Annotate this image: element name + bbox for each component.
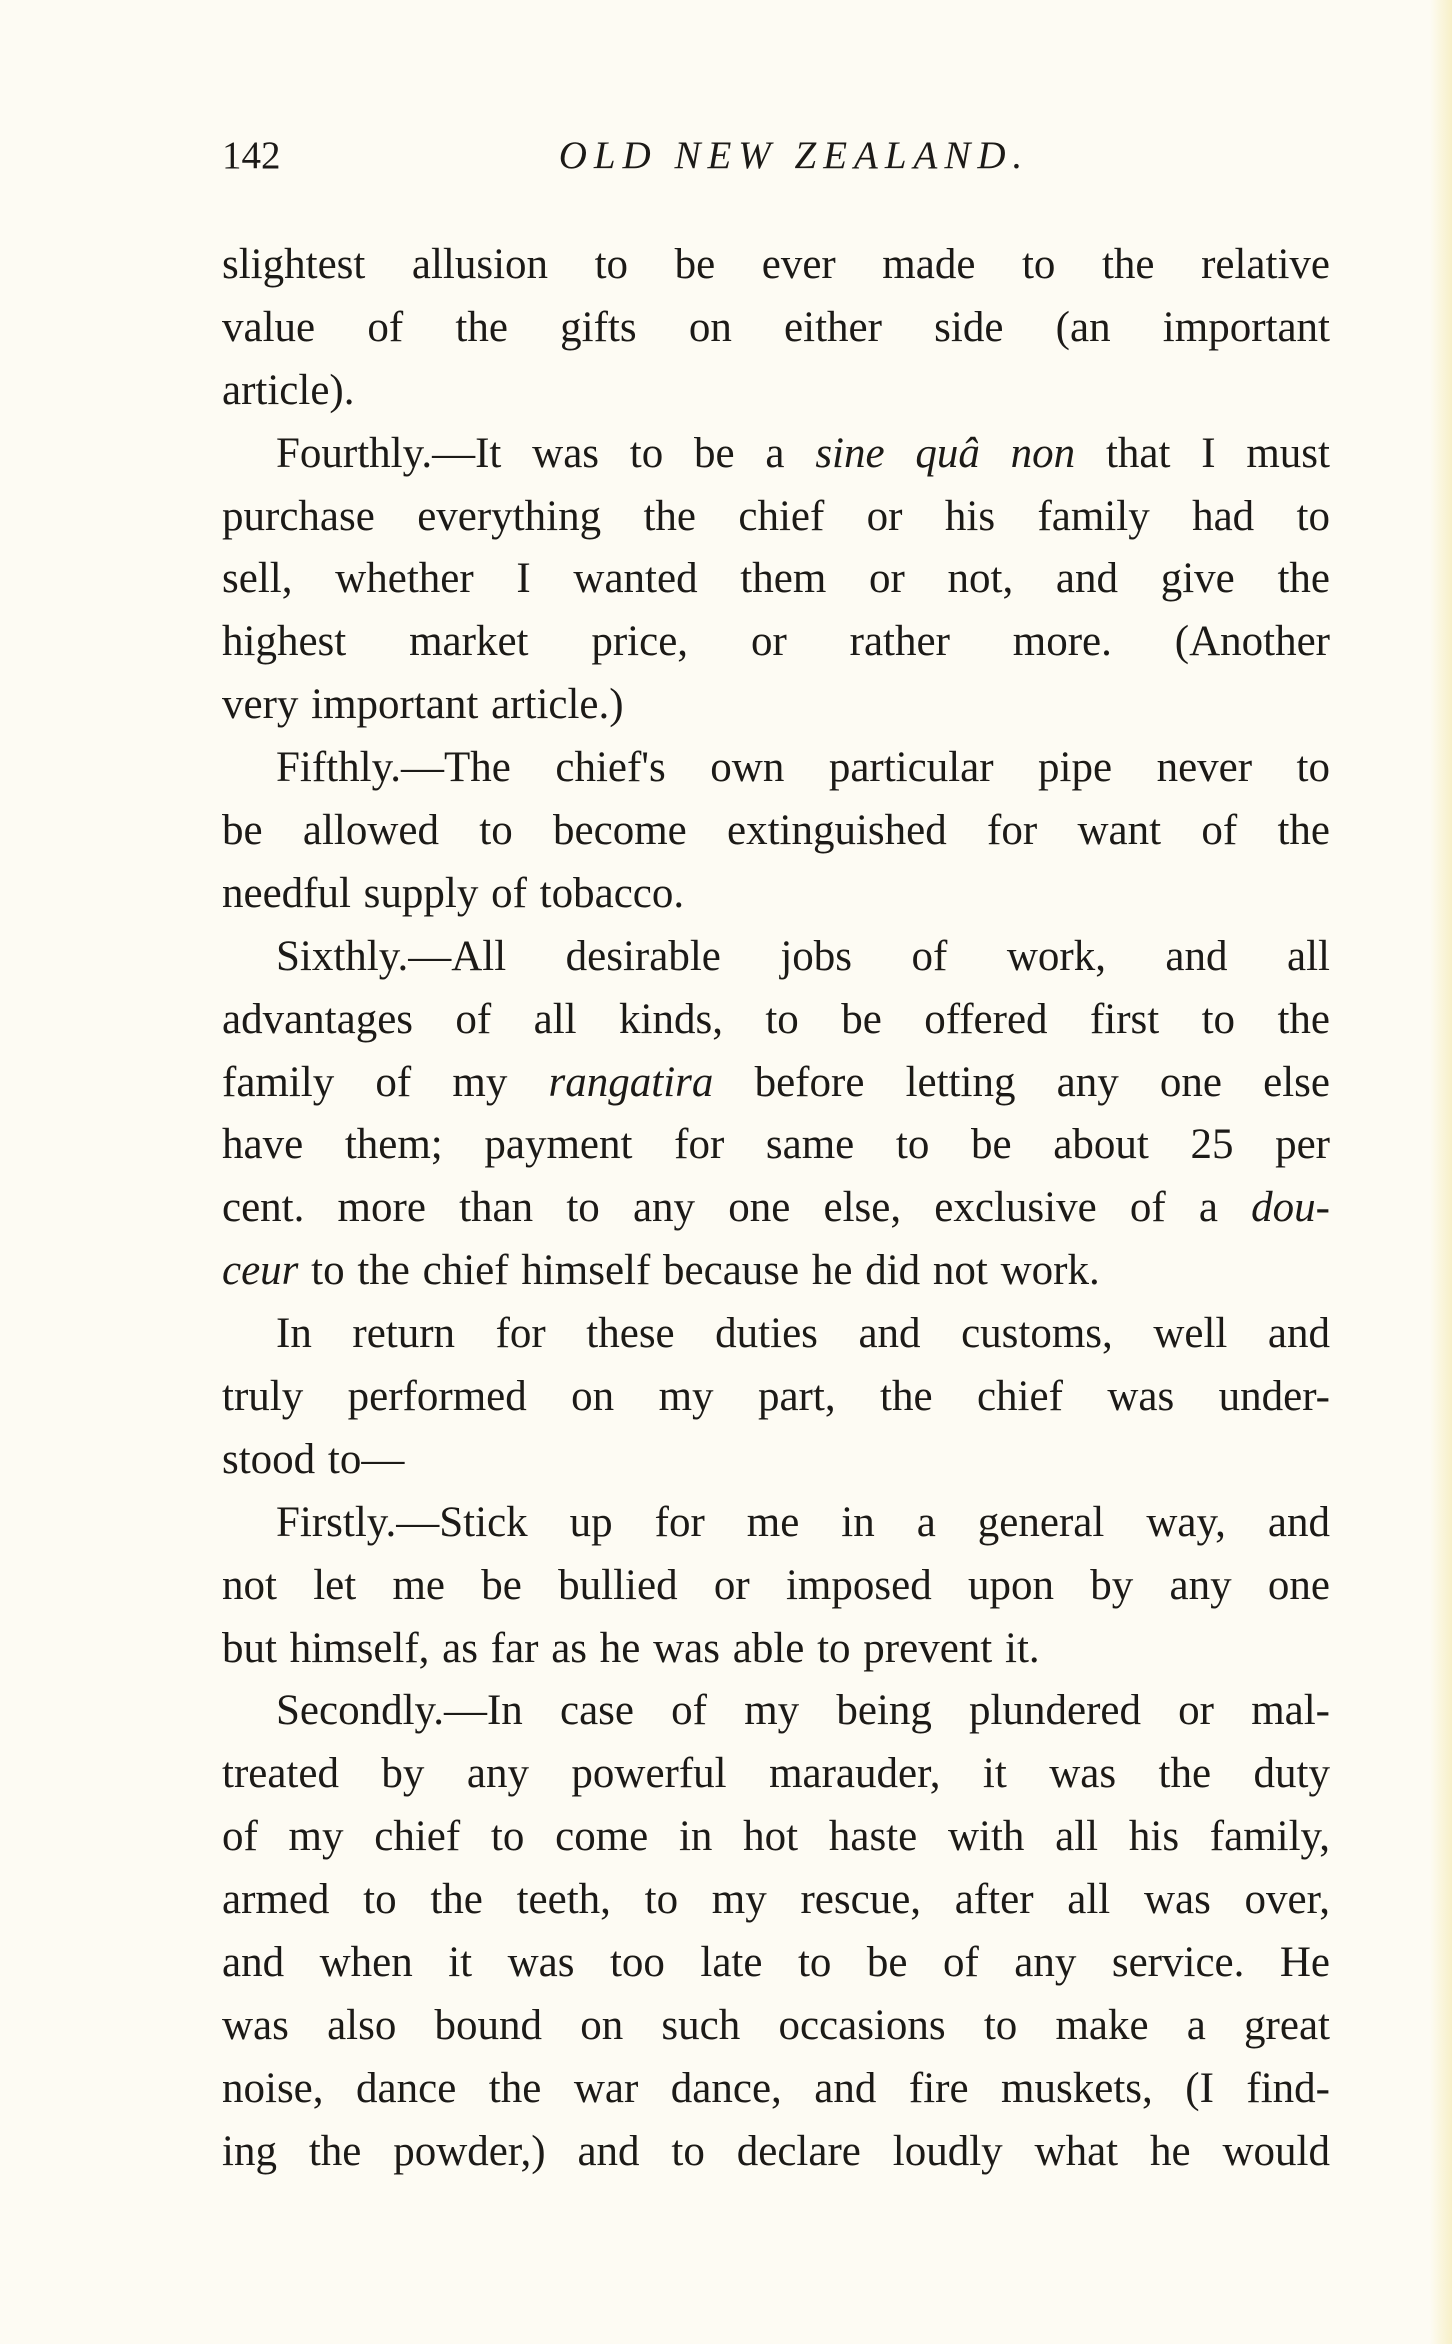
text-line: Secondly.—In case of my being plundered or mal- (276, 1687, 1330, 1735)
text-line: and when it was too late to be of any service. He (222, 1939, 1330, 1987)
text-line: Fourthly.—It was to be a sine quâ non that I must (276, 429, 1330, 477)
text-line: treated by any powerful marauder, it was the duty (222, 1750, 1330, 1798)
body-text (222, 234, 1330, 2184)
text-line: purchase everything the chief or his family had to (222, 492, 1330, 540)
text-line: was also bound on such occasions to make a great (222, 2001, 1330, 2049)
book-page (222, 128, 1330, 2184)
text-line: be allowed to become extinguished for want of the (222, 807, 1330, 855)
text-line: advantages of all kinds, to be offered first to the (222, 995, 1330, 1043)
text-line: Sixthly.—All desirable jobs of work, and all (276, 932, 1330, 980)
text-line: ing the powder,) and to declare loudly what he would (222, 2127, 1330, 2175)
text-line: have them; payment for same to be about 25 per (222, 1121, 1330, 1169)
text-line: slightest allusion to be ever made to the relative (222, 241, 1330, 288)
text-line: needful supply of tobacco. (222, 869, 685, 917)
page-edge-tint (1430, 0, 1452, 2344)
text-line: Fifthly.—The chief's own particular pipe never to (276, 744, 1330, 792)
text-line: cent. more than to any one else, exclusive of a dou- (222, 1184, 1330, 1232)
italic-text: sine quâ non (815, 429, 1076, 477)
text-line: sell, whether I wanted them or not, and give the (222, 555, 1330, 603)
text-line: very important article.) (222, 681, 624, 729)
text-line: value of the gifts on either side (an important (222, 303, 1330, 351)
text-line: In return for these duties and customs, well and (276, 1310, 1330, 1358)
italic-text: rangatira (548, 1058, 714, 1106)
text-line: truly performed on my part, the chief was under- (222, 1373, 1330, 1421)
page-number: 142 (222, 134, 281, 177)
text-line: article). (222, 366, 355, 414)
text-line: not let me be bullied or imposed upon by any one (222, 1561, 1330, 1609)
text-line: but himself, as far as he was able to prevent it. (222, 1624, 1040, 1672)
italic-text: ceur (222, 1247, 299, 1295)
text-line: noise, dance the war dance, and fire muskets, (I find- (222, 2064, 1330, 2112)
italic-text: dou- (1251, 1184, 1330, 1232)
text-line: of my chief to come in hot haste with all his family, (222, 1813, 1330, 1861)
text-line: Firstly.—Stick up for me in a general way, and (276, 1498, 1330, 1546)
text-line: ceur to the chief himself because he did not work. (222, 1247, 1100, 1295)
text-line: family of my rangatira before letting any one else (222, 1058, 1330, 1106)
text-line: armed to the teeth, to my rescue, after all was over, (222, 1876, 1330, 1924)
text-line: highest market price, or rather more. (Another (222, 618, 1330, 666)
running-head (222, 128, 1330, 184)
running-title: OLD NEW ZEALAND. (558, 134, 1030, 177)
text-line: stood to— (222, 1435, 405, 1483)
